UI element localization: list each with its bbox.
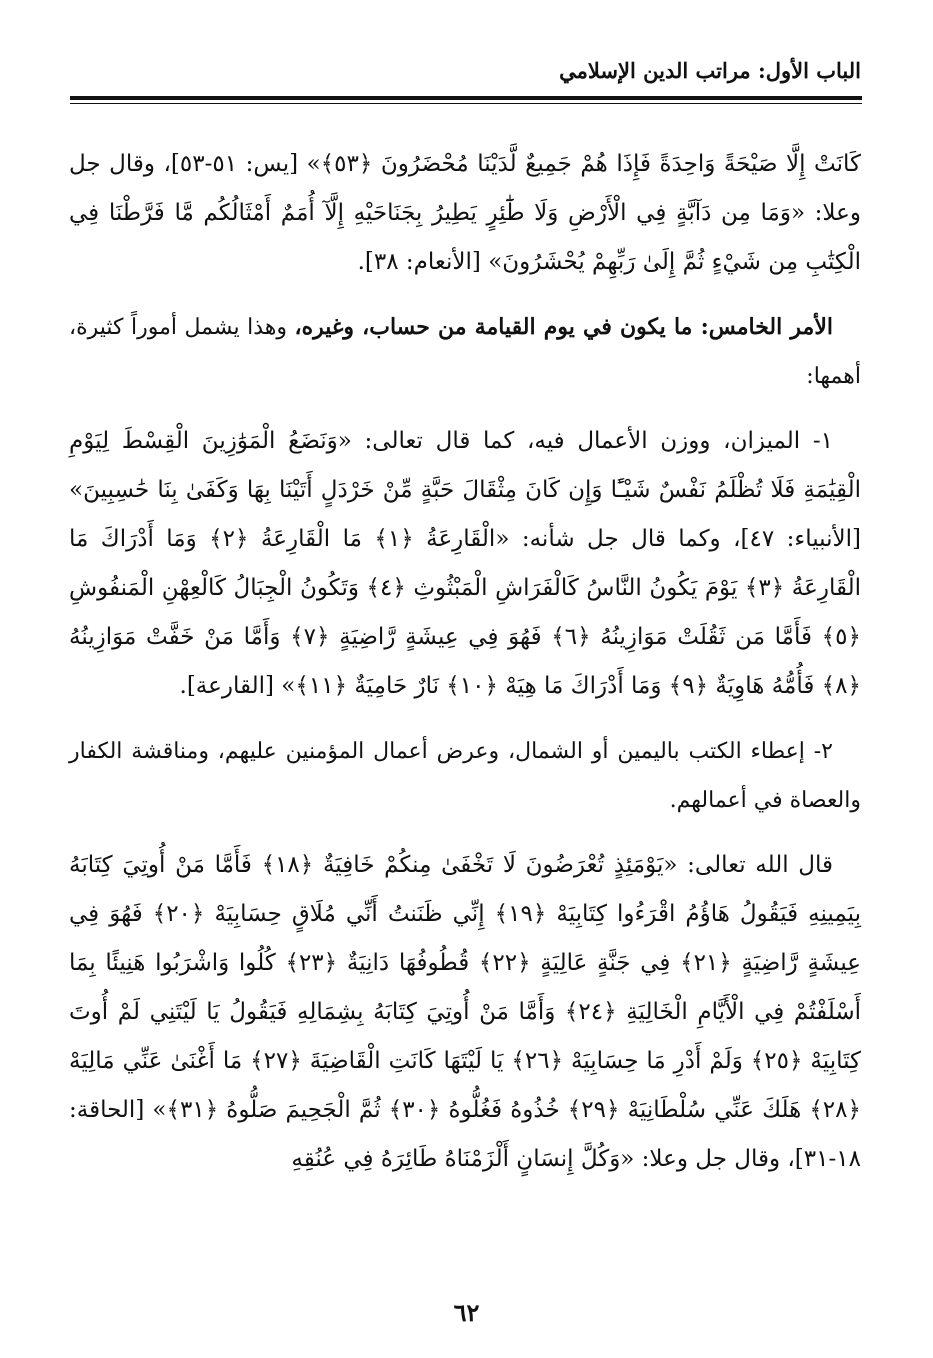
page-number: ٦٢ [453,1298,480,1327]
paragraph-text: ٢- إعطاء الكتب باليمين أو الشمال، وعرض أعمال المؤمنين عليهم، ومناقشة الكفار والعصاة في أعمالهم. [69,739,861,813]
header-rule-thin [70,103,862,104]
paragraph-books [69,727,861,825]
header-rule-thick [70,96,862,100]
paragraph-haqqa [69,841,861,1184]
running-header-title: الباب الأول: مراتب الدين الإسلامي [559,58,861,83]
paragraph-mizan [69,417,861,711]
paragraph-text: كَانَتْ إِلَّا صَيْحَةً وَاحِدَةً فَإِذَا هُمْ جَمِيعٌ لَّدَيْنَا مُحْضَرُونَ ﴿٥٣﴾» [يس: ٥١-٥٣]، وقال جل وعلا: «وَمَا مِن دَآبَّةٍ فِي الْأَرْضِ وَلَا طَٰٓئِرٍ يَطِيرُ بِجَنَاحَيْهِ إِلَّآ أُمَمٌ أَمْثَالُكُم مَّا فَرَّطْنَا فِي الْكِتَٰبِ مِن شَيْءٍ ثُمَّ إِلَىٰ رَبِّهِمْ يُحْشَرُونَ» [الأنعام: ٣٨]. [69,151,861,275]
paragraph-text: وهذا يشمل أموراً كثيرة، أهمها: [69,315,861,389]
paragraph-text: ١- الميزان، ووزن الأعمال فيه، كما قال تعالى: «وَنَضَعُ الْمَوَٰزِينَ الْقِسْطَ لِيَوْمِ الْقِيَٰمَةِ فَلَا تُظْلَمُ نَفْسٌ شَيْـًٔا وَإِن كَانَ مِثْقَالَ حَبَّةٍ مِّنْ خَرْدَلٍ أَتَيْنَا بِهَا وَكَفَىٰ بِنَا حَٰسِبِينَ» [الأنبياء: ٤٧]، وكما قال جل شأنه: «الْقَارِعَةُ ﴿١﴾ مَا الْقَارِعَةُ ﴿٢﴾ وَمَا أَدْرَاكَ مَا الْقَارِعَةُ ﴿٣﴾ يَوْمَ يَكُونُ النَّاسُ كَالْفَرَاشِ الْمَبْثُوثِ ﴿٤﴾ وَتَكُونُ الْجِبَالُ كَالْعِهْنِ الْمَنفُوشِ ﴿٥﴾ فَأَمَّا مَن ثَقُلَتْ مَوَازِينُهُ ﴿٦﴾ فَهُوَ فِي عِيشَةٍ رَّاضِيَةٍ ﴿٧﴾ وَأَمَّا مَنْ خَفَّتْ مَوَازِينُهُ ﴿٨﴾ فَأُمُّهُ هَاوِيَةٌ ﴿٩﴾ وَمَا أَدْرَاكَ مَا هِيَهْ ﴿١٠﴾ نَارٌ حَامِيَةٌ ﴿١١﴾» [القارعة]. [69,428,861,699]
paragraph-fifth-matter [69,303,861,401]
section-heading: الأمر الخامس: ما يكون في يوم القيامة من حساب، وغيره، [294,314,833,340]
paragraph-verses-yasin-anam [69,140,861,287]
paragraph-text: قال الله تعالى: «يَوْمَئِذٍ تُعْرَضُونَ لَا تَخْفَىٰ مِنكُمْ خَافِيَةٌ ﴿١٨﴾ فَأَمَّا مَنْ أُوتِيَ كِتَابَهُ بِيَمِينِهِ فَيَقُولُ هَاؤُمُ اقْرَءُوا كِتَابِيَهْ ﴿١٩﴾ إِنِّي ظَنَنتُ أَنِّي مُلَاقٍ حِسَابِيَهْ ﴿٢٠﴾ فَهُوَ فِي عِيشَةٍ رَّاضِيَةٍ ﴿٢١﴾ فِي جَنَّةٍ عَالِيَةٍ ﴿٢٢﴾ قُطُوفُهَا دَانِيَةٌ ﴿٢٣﴾ كُلُوا وَاشْرَبُوا هَنِيئًا بِمَا أَسْلَفْتُمْ فِي الْأَيَّامِ الْخَالِيَةِ ﴿٢٤﴾ وَأَمَّا مَنْ أُوتِيَ كِتَابَهُ بِشِمَالِهِ فَيَقُولُ يَا لَيْتَنِي لَمْ أُوتَ كِتَابِيَهْ ﴿٢٥﴾ وَلَمْ أَدْرِ مَا حِسَابِيَهْ ﴿٢٦﴾ يَا لَيْتَهَا كَانَتِ الْقَاضِيَةَ ﴿٢٧﴾ مَا أَغْنَىٰ عَنِّي مَالِيَهْ ﴿٢٨﴾ هَلَكَ عَنِّي سُلْطَانِيَهْ ﴿٢٩﴾ خُذُوهُ فَغُلُّوهُ ﴿٣٠﴾ ثُمَّ الْجَحِيمَ صَلُّوهُ ﴿٣١﴾» [الحاقة: ١٨-٣١]، وقال جل وعلا: «وَكُلَّ إِنسَانٍ أَلْزَمْنَاهُ طَائِرَهُ فِي عُنُقِهِ [69,852,862,1172]
page-body [69,140,861,1184]
